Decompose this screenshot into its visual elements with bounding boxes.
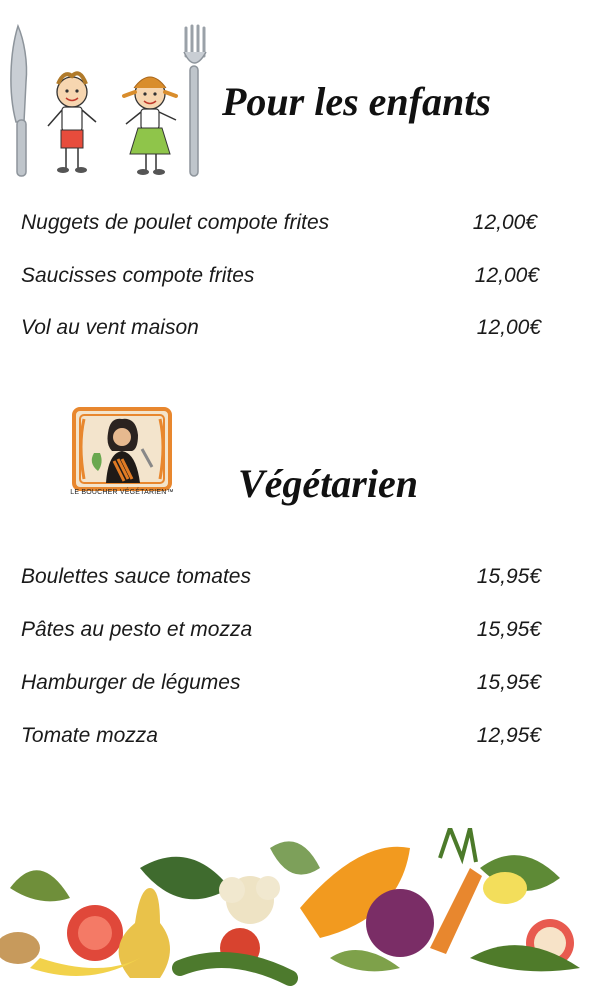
menu-item-price: 12,00€ — [474, 264, 539, 287]
menu-item-name: Tomate mozza — [21, 724, 158, 747]
menu-item-name: Hamburger de légumes — [21, 671, 241, 694]
menu-item-price: 15,95€ — [476, 565, 541, 588]
menu-item-price: 15,95€ — [476, 671, 541, 694]
kids-cutlery-illustration — [6, 22, 216, 182]
fork-icon — [184, 26, 206, 176]
menu-item — [21, 671, 541, 701]
menu-item — [21, 565, 541, 595]
beetroot — [366, 889, 434, 957]
herb-sprig — [440, 828, 476, 862]
carrot — [430, 868, 482, 954]
menu-item — [21, 316, 541, 346]
menu-item-price: 12,00€ — [472, 211, 537, 234]
knife-icon — [11, 26, 27, 176]
menu-item-name: Pâtes au pesto et mozza — [21, 618, 253, 641]
veg-section-title: Végétarien — [238, 461, 418, 506]
vegetable-border — [0, 828, 600, 988]
menu-item-name: Boulettes sauce tomates — [21, 565, 251, 588]
menu-item — [21, 264, 541, 294]
menu-item-name: Saucisses compote frites — [21, 264, 255, 287]
menu-item-price: 15,95€ — [476, 618, 541, 641]
menu-item — [21, 618, 541, 648]
potato — [0, 932, 40, 964]
herb-leaf — [10, 870, 70, 901]
girl-character — [124, 77, 176, 175]
herb-leaf — [270, 841, 320, 874]
cucumber — [180, 960, 290, 978]
kids-section-title: Pour les enfants — [222, 79, 491, 124]
lemon — [483, 872, 527, 904]
menu-item-price: 12,00€ — [476, 316, 541, 339]
menu-item-price: 12,95€ — [476, 724, 541, 747]
menu-item — [21, 211, 541, 241]
menu-item-name: Nuggets de poulet compote frites — [21, 211, 330, 234]
logo-caption: LE BOUCHER VÉGÉTARIEN™ — [70, 489, 174, 496]
boy-character — [48, 73, 96, 173]
menu-item — [21, 724, 541, 754]
menu-item-name: Vol au vent maison — [21, 316, 199, 339]
